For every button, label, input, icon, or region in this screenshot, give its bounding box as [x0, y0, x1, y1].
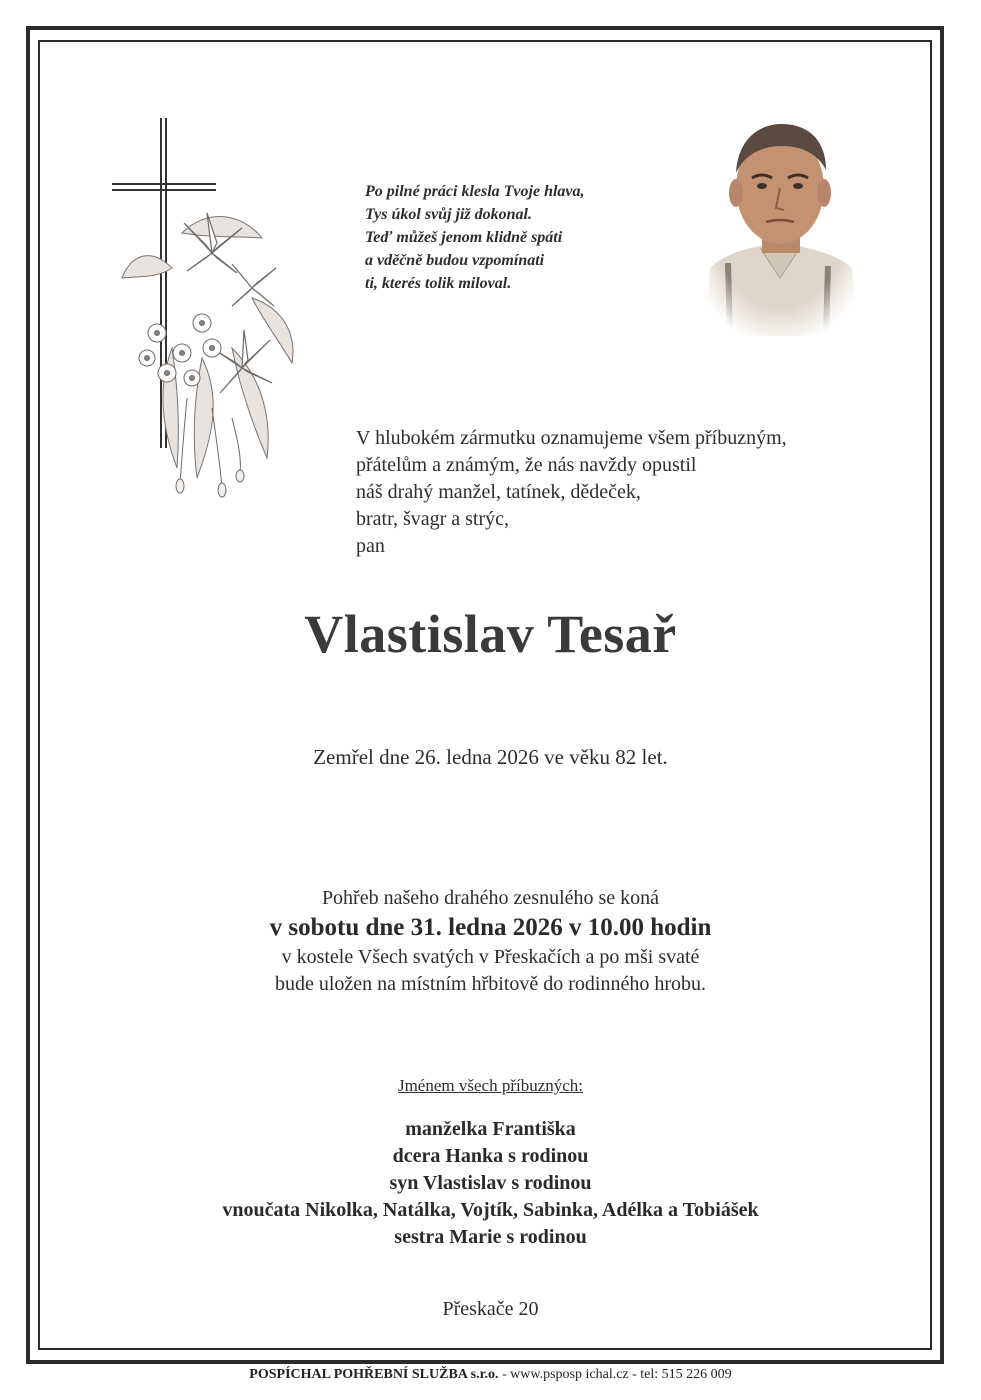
poem-line: Tys úkol svůj již dokonal.	[365, 206, 532, 223]
poem-line: Po pilné práci klesla Tvoje hlava,	[365, 183, 585, 200]
poem-line: a vděčně budou vzpomínati	[365, 252, 545, 269]
poem-line: Teď můžeš jenom klidně spáti	[365, 229, 563, 246]
funeral-line: bude uložen na místním hřbitově do rodinného hrobu.	[274, 973, 707, 995]
intro-line: pan	[356, 535, 385, 557]
footer-contact: - www.psposp ichal.cz - tel: 515 226 009	[498, 1367, 732, 1382]
intro-line: přátelům a známým, že nás navždy opustil	[356, 454, 697, 476]
announcement-intro	[356, 425, 916, 560]
funeral-info	[0, 885, 981, 998]
poem	[365, 180, 685, 295]
cross-with-lilies-icon	[112, 118, 302, 503]
footer-company: POSPÍCHAL POHŘEBNÍ SLUŽBA s.r.o.	[249, 1367, 499, 1382]
relative-line: sestra Marie s rodinou	[394, 1226, 587, 1248]
funeral-line: v kostele Všech svatých v Přeskačích a po mši svaté	[281, 946, 700, 968]
intro-line: bratr, švagr a strýc,	[356, 508, 510, 530]
portrait-photo-icon	[700, 118, 860, 336]
intro-line: náš drahý manžel, tatínek, dědeček,	[356, 481, 641, 503]
relative-line: manželka Františka	[405, 1118, 576, 1140]
deceased-name: Vlastislav Tesař	[304, 604, 677, 664]
intro-line: V hlubokém zármutku oznamujeme všem příbuzným,	[356, 427, 787, 449]
relative-line: vnoučata Nikolka, Natálka, Vojtík, Sabinka, Adélka a Tobiášek	[222, 1199, 759, 1221]
address: Přeskače 20	[442, 1298, 539, 1320]
death-notice: Zemřel dne 26. ledna 2026 ve věku 82 let.	[313, 745, 668, 769]
poem-line: ti, kterés tolik miloval.	[365, 275, 512, 292]
relative-line: dcera Hanka s rodinou	[392, 1145, 589, 1167]
funeral-date-time: v sobotu dne 31. ledna 2026 v 10.00 hodin	[269, 914, 712, 941]
relative-line: syn Vlastislav s rodinou	[389, 1172, 592, 1194]
relatives-heading: Jménem všech příbuzných:	[397, 1076, 584, 1095]
relatives-list	[0, 1116, 981, 1251]
footer	[0, 1367, 981, 1383]
funeral-line: Pohřeb našeho drahého zesnulého se koná	[321, 887, 660, 909]
